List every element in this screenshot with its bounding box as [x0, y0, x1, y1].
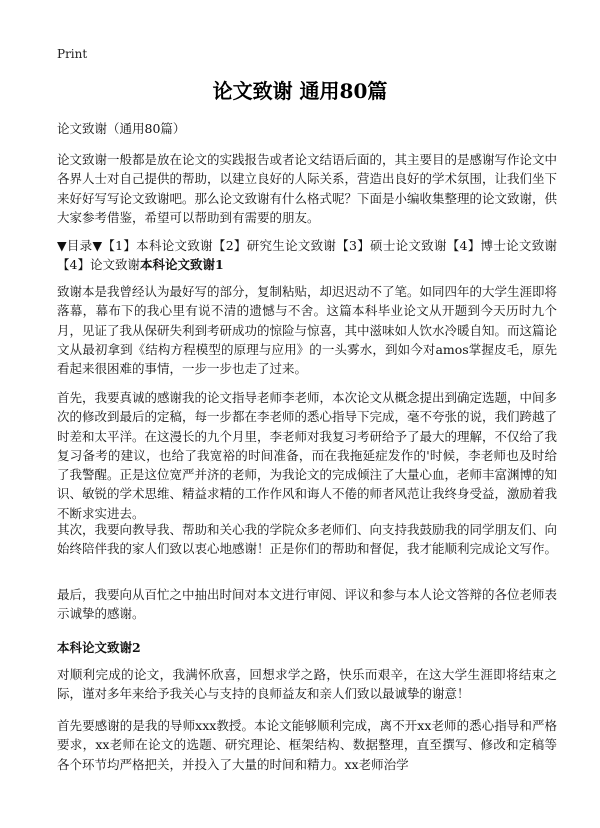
section1-heading: 本科论文致谢1: [139, 257, 224, 273]
page-title: 论文致谢 通用80篇: [212, 79, 388, 103]
section1-paragraph-1: 致谢本是我曾经认为最好写的部分，复制粘贴，却迟迟动不了笔。如同四年的大学生涯即将落幕，幕布下的我心里有说不清的遗憾与不舍。这篇本科毕业论文从开题到今天历时九个月，见证了我从保研失利到考研成功的惊险与惊喜，其中滋味如人饮水冷暖自知。而这篇论文从最初拿到《结构方程模型的原理与应用》的一头雾水，到如今对amos掌握皮毛，原先看起来很困难的事情，一步一步也走了过来。: [57, 284, 558, 377]
section2-paragraph-1: 对顺利完成的论文，我满怀欣喜，回想求学之路，快乐而艰辛，在这大学生涯即将结束之际，谨对多年来给予我关心与支持的良师益友和亲人们致以最诚挚的谢意！: [57, 667, 557, 702]
toc-links[interactable]: ▼目录▼【1】本科论文致谢【2】研究生论文致谢【3】硕士论文致谢【4】博士论文致谢【4】论文致谢: [57, 238, 557, 273]
section1-paragraph-2: 首先，我要真诚的感谢我的论文指导老师李老师，本次论文从概念提出到确定选题，中间多次的修改到最后的定稿，每一步都在李老师的悉心指导下完成，毫不夸张的说，我们跨越了时差和太平洋。在这漫长的九个月里，李老师对我复习考研给予了最大的理解，不仅给了我复习备考的建议，也给了我宽裕的时间准备，而在我拖延症发作的'时候，李老师也及时给了我警醒。正是这位宽严并济的老师，为我论文的完成倾注了大量心血，老师丰富渊博的知识、敏锐的学术思维、精益求精的工作作风和诲人不倦的师者风范让我终身受益，激励着我不断求实进去。: [57, 390, 558, 521]
page-subtitle: 论文致谢（通用80篇）: [57, 121, 186, 136]
section1-paragraph-4: 最后，我要向从百忙之中抽出时间对本文进行审阅、评议和参与本人论文答辩的各位老师表示诚挚的感谢。: [57, 587, 558, 622]
section2-paragraph-2: 首先要感谢的是我的导师xxx教授。本论文能够顺利完成，离不开xx老师的悉心指导和严格要求，xx老师在论文的选题、研究理论、框架结构、数据整理，直至撰写、修改和定稿等各个环节均严格把关，并投入了大量的时间和精力。xx老师治学: [57, 718, 557, 772]
section2-heading: 本科论文致谢2: [57, 640, 141, 655]
print-link[interactable]: Print: [57, 47, 88, 61]
section1-paragraph-3: 其次，我要向教导我、帮助和关心我的学院众多老师们、向支持我鼓励我的同学朋友们、向始终陪伴我的家人们致以衷心地感谢！正是你们的帮助和督促，我才能顺利完成论文写作。: [57, 522, 558, 557]
table-of-contents[interactable]: [57, 236, 557, 275]
intro-paragraph: 论文致谢一般都是放在论文的实践报告或者论文结语后面的，其主要目的是感谢写作论文中各界人士对自己提供的帮助，以建立良好的人际关系，营造出良好的学术氛围，让我们坐下来好好写写论文致谢吧。那么论文致谢有什么格式呢？下面是小编收集整理的论文致谢，供大家参考借鉴，希望可以帮助到有需要的朋友。: [57, 152, 558, 225]
